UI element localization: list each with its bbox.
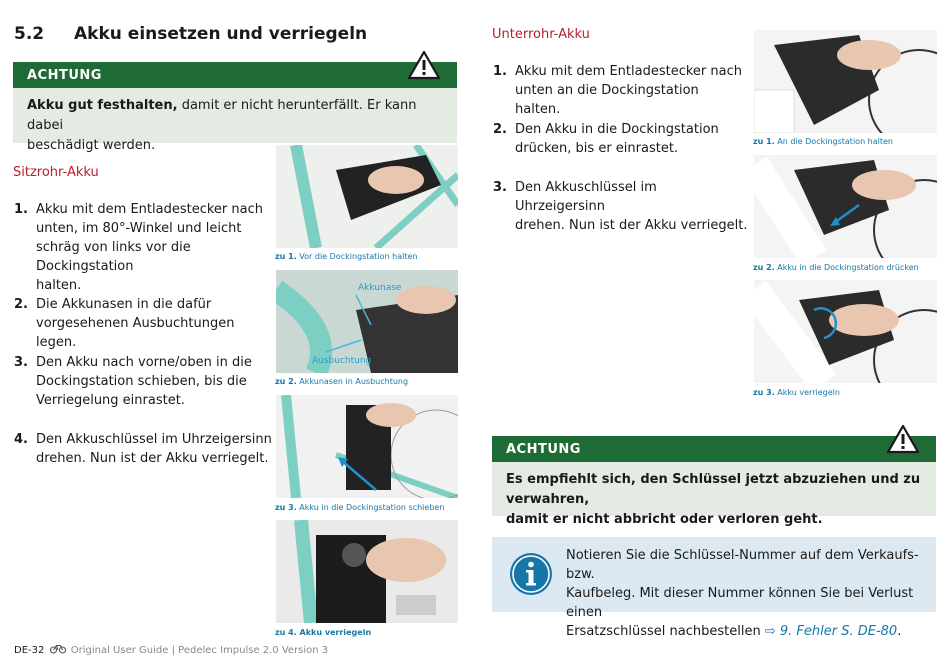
caption-text: Akku verriegeln bbox=[296, 628, 372, 637]
step-line: Den Akku nach vorne/oben in die bbox=[36, 355, 252, 370]
seat-tube-title: Sitzrohr-Akku bbox=[13, 165, 99, 180]
footer-guide: Original User Guide bbox=[70, 645, 169, 656]
caption-seat-4 bbox=[275, 628, 371, 637]
caption-down-3 bbox=[753, 388, 840, 397]
photo-seat-step-4 bbox=[276, 520, 458, 623]
warning-body bbox=[13, 88, 457, 153]
caption-text: Vor die Dockingstation halten bbox=[296, 252, 418, 261]
warning-bold-text: Akku gut festhalten, bbox=[27, 98, 178, 113]
info-icon bbox=[508, 551, 554, 597]
caption-ref: zu 3. bbox=[275, 503, 297, 512]
info-line-end: . bbox=[897, 624, 902, 639]
bicycle-icon bbox=[50, 644, 66, 654]
step-number: 1. bbox=[14, 202, 28, 217]
step-line: Den Akkuschlüssel im Uhrzeigersinn bbox=[515, 180, 657, 214]
info-box bbox=[492, 537, 936, 639]
step-line: Die Akkunasen in die dafür bbox=[36, 297, 212, 312]
down-tube-title: Unterrohr-Akku bbox=[492, 27, 590, 42]
caption-seat-3 bbox=[275, 503, 444, 512]
seat-step-3 bbox=[14, 353, 274, 413]
link-arrow-icon[interactable]: ⇨ bbox=[764, 624, 776, 639]
warning-text-2: damit er nicht abbricht oder verloren geht. bbox=[506, 512, 823, 527]
seat-step-4 bbox=[14, 430, 274, 470]
step-number: 3. bbox=[14, 355, 28, 370]
warning-body bbox=[492, 462, 936, 527]
step-number: 3. bbox=[493, 180, 507, 195]
warning-text: damit er nicht herunterfällt. Er kann dabei bbox=[27, 98, 417, 133]
step-line: Akku mit dem Entladestecker nach bbox=[515, 64, 742, 79]
caption-ref: zu 1. bbox=[275, 252, 297, 261]
step-line: Verriegelung einrastet. bbox=[36, 393, 185, 408]
caption-seat-2 bbox=[275, 377, 408, 386]
step-line: drücken, bis er einrastet. bbox=[515, 141, 679, 156]
warning-label: ACHTUNG bbox=[27, 68, 102, 83]
photo-seat-step-3 bbox=[276, 395, 458, 498]
caption-text: Akku in die Dockingstation schieben bbox=[296, 503, 445, 512]
caption-down-2 bbox=[753, 263, 919, 272]
caption-seat-1 bbox=[275, 252, 418, 261]
step-number: 1. bbox=[493, 64, 507, 79]
step-number: 2. bbox=[493, 122, 507, 137]
step-line: drehen. Nun ist der Akku verriegelt. bbox=[515, 218, 748, 233]
warning-text: Es empfiehlt sich, den Schlüssel jetzt abzuziehen und zu verwahren, bbox=[506, 472, 921, 507]
seat-step-2 bbox=[14, 295, 274, 350]
info-line: Kaufbeleg. Mit dieser Nummer können Sie bei Verlust einen bbox=[566, 586, 914, 620]
down-step-3 bbox=[493, 178, 748, 233]
warning-box-1 bbox=[13, 62, 457, 153]
section-number: 5.2 bbox=[14, 24, 45, 44]
section-title: Akku einsetzen und verriegeln bbox=[74, 24, 368, 44]
step-line: Den Akku in die Dockingstation bbox=[515, 122, 719, 137]
step-line: unten an die Dockingstation halten. bbox=[515, 83, 699, 117]
footer-separator: | bbox=[171, 645, 175, 656]
caption-ref: zu 3. bbox=[753, 388, 775, 397]
info-text bbox=[566, 546, 931, 641]
warning-header bbox=[13, 62, 457, 88]
warning-label: ACHTUNG bbox=[506, 442, 581, 457]
seat-step-1 bbox=[14, 200, 274, 293]
step-line: halten. bbox=[36, 278, 82, 293]
photo-seat-step-1 bbox=[276, 145, 458, 248]
caption-text: An die Dockingstation halten bbox=[774, 137, 893, 146]
info-line: Ersatzschlüssel nachbestellen bbox=[566, 624, 765, 639]
caption-text: Akkunasen in Ausbuchtung bbox=[296, 377, 409, 386]
page-number: DE-32 bbox=[14, 645, 45, 656]
warning-text-2: beschädigt werden. bbox=[27, 138, 156, 153]
caption-text: Akku in die Dockingstation drücken bbox=[774, 263, 919, 272]
caption-ref: zu 2. bbox=[753, 263, 775, 272]
step-line: vorgesehenen Ausbuchtungen legen. bbox=[36, 316, 235, 350]
step-line: Dockingstation schieben, bis die bbox=[36, 374, 247, 389]
step-line: Den Akkuschlüssel im Uhrzeigersinn bbox=[36, 432, 272, 447]
step-number: 2. bbox=[14, 297, 28, 312]
footer bbox=[14, 644, 328, 656]
photo-label-akkunase: Akkunase bbox=[358, 283, 402, 293]
warning-triangle-icon bbox=[407, 50, 441, 80]
info-line: Notieren Sie die Schlüssel-Nummer auf dem Verkaufs- bzw. bbox=[566, 548, 919, 582]
warning-triangle-icon bbox=[886, 424, 920, 454]
caption-text: Akku verriegeln bbox=[774, 388, 840, 397]
step-line: Akku mit dem Entladestecker nach bbox=[36, 202, 263, 217]
photo-down-step-3 bbox=[754, 280, 937, 383]
cross-reference-link[interactable]: 9. Fehler S. DE-80 bbox=[775, 624, 898, 639]
photo-label-ausbuchtung: Ausbuchtung bbox=[312, 356, 372, 366]
step-line: drehen. Nun ist der Akku verriegelt. bbox=[36, 451, 269, 466]
step-number: 4. bbox=[14, 432, 28, 447]
footer-product: Pedelec Impulse 2.0 Version 3 bbox=[178, 645, 329, 656]
photo-down-step-2 bbox=[754, 155, 937, 258]
caption-ref: zu 2. bbox=[275, 377, 297, 386]
down-step-2 bbox=[493, 120, 748, 160]
warning-box-2 bbox=[492, 436, 936, 527]
down-step-1 bbox=[493, 62, 748, 117]
caption-down-1 bbox=[753, 137, 893, 146]
photo-seat-step-2 bbox=[276, 270, 458, 373]
photo-down-step-1 bbox=[754, 30, 937, 133]
warning-header bbox=[492, 436, 936, 462]
caption-ref: zu 1. bbox=[753, 137, 775, 146]
caption-ref: zu 4. bbox=[275, 628, 297, 637]
step-line: unten, im 80°-Winkel und leicht bbox=[36, 221, 242, 236]
step-line: schräg von links vor die Dockingstation bbox=[36, 240, 191, 274]
